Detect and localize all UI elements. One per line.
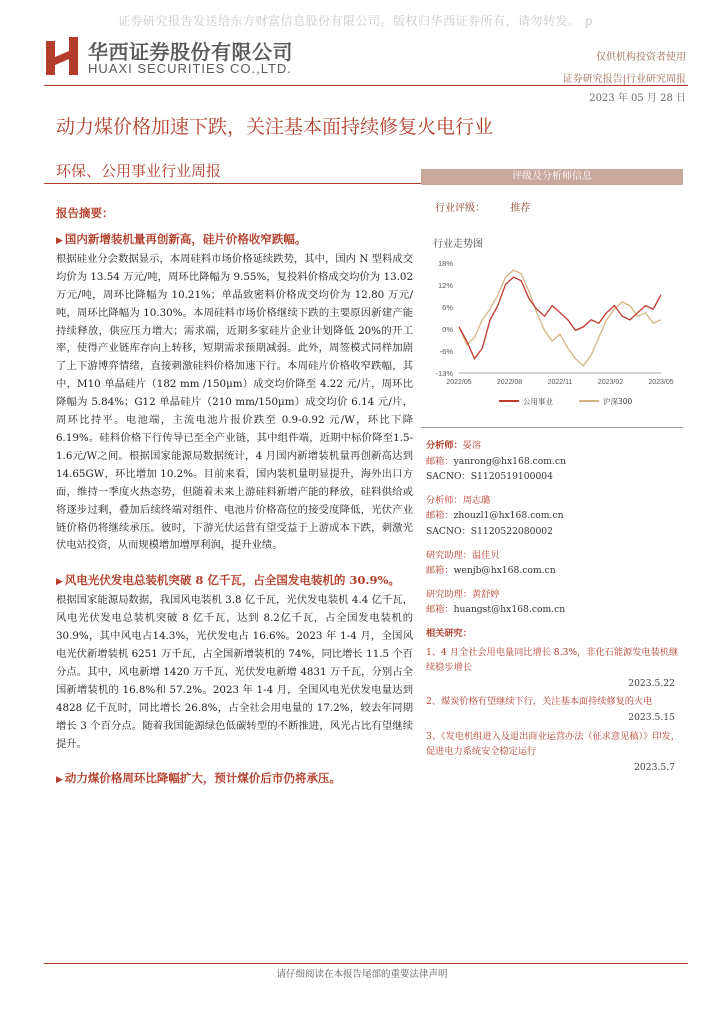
abstract-label: 报告摘要： [56, 206, 114, 220]
subtitle-divider [44, 183, 424, 184]
report-date: 2023 年 05 月 28 日 [589, 93, 686, 104]
y-tick-label: 6% [442, 303, 453, 312]
section-body: 根据硅业分会数据显示，本周硅料市场价格延续跌势，其中，国内 N 型料成交均价为 13.54 万元/吨，周环比降幅为 9.55%，复投料价格成交均价为 13.02 万元/吨，周环比降幅为 10.21%；单晶致密料价格成交均价为 12.80 万元/吨，周环比降幅为 10.30%。本周硅料市场价格继续下跌的主要原因新建产能持续释放，供应压力增大；需求端，近期多家硅片企业计划降低 20%的开工率，使得产业链库存向上转移，短期需求预期减弱。此外，周签模式同样加剧了上下游博弈情绪，直接刺激硅料价格加速下行。本周硅片价格收窄跌幅，其中，M10 单晶硅片（182 mm /150μm）成交均价降至 4.22 元/片，周环比降幅为 5.84%；G12 单晶硅片（210 mm/150μm）成交均价 6.14 元/片，周环比持平。电池端，主流电池片报价跌至 0.9-0.92 元/W，环比下降 6.19%。硅料价格下行传导已至全产业链，其中组件端，近期中标价降至1.5-1.6元/W之间。根据国家能源局数据统计，4 月国内新增装机量再创新高达到 14.65GW，环比增加 10.2%。目前来看，国内装机量明显提升，海外出口方面，维持一季度火热态势，但随着未来上游硅料新增产能的释放，硅料供给或将逐步过剩，叠加后续终端对组件、电池片价格高位的接受度降低，光伏产业链价格仍将继续承压。彼时，下游光伏运营有望受益于上游成本下跌，刺激光伏电站投资，从而规模增加增厚利润，提升业绩。 [56, 252, 413, 552]
related-date: 2023.5.22 [628, 677, 675, 689]
assistant-entry: 研究助理：黄舒婷 邮箱：huangst@hx168.com.cn [426, 588, 566, 616]
series-line-csi300 [459, 270, 661, 366]
analyst-email[interactable]: yanrong@hx168.com.cn [453, 455, 566, 467]
company-name-en: HUAXI SECURITIES CO.,LTD. [88, 61, 292, 76]
section-body: 根据国家能源局数据，我国风电装机 3.8 亿千瓦，光伏发电装机 4.4 亿千瓦，风电光伏发电总装机突破 8 亿千瓦，达到 8.2亿千瓦，占全国发电装机的30.9%，其中风电占14.3%，光伏发电占 16.6%。2023 年 1-4 月，全国风电光伏新增装机 6251 万千瓦，占全国新增装机的 74%，同比增长 11.5 个百分点。其中，风电新增 1420 万千瓦、光伏发电新增 4831 万千瓦，分别占全国新增装机的 16.8%和 57.2%。2023 年 1-4 月，全国风电光伏发电量达到 4828 亿千瓦时，同比增长 26.8%，占全社会用电量的 17.2%，较去年同期增长 3 个百分点。随着我国能源绿色低碳转型的不断推进，风光占比有望继续提升。 [56, 594, 413, 750]
y-tick-label: -13% [435, 369, 453, 378]
related-date: 2023.5.7 [634, 761, 675, 773]
assistant-name: 黄舒婷 [471, 588, 500, 600]
audience-note: 仅供机构投资者使用 [596, 52, 686, 63]
related-research [426, 626, 683, 775]
section-heading: ▶ 动力煤价格周环比降幅扩大，预计煤价后市仍将承压。 [56, 771, 341, 786]
section-heading: ▶ 风电光伏发电总装机突破 8 亿千瓦，占全国发电装机的 30.9%。 [56, 573, 400, 588]
triangle-bullet-icon: ▶ [56, 235, 63, 246]
x-tick-label: 2022/08 [496, 379, 523, 386]
analyst-sac: S1120522080002 [470, 525, 554, 537]
analyst-name: 晏溶 [462, 440, 482, 451]
industry-rating [435, 199, 683, 213]
legend-label: 公用事业 [523, 397, 553, 406]
watermark: 证券研究报告发送给东方财富信息股份有限公司。版权归华西证券所有，请勿转发。 p [118, 14, 593, 28]
rating-value: 推荐 [510, 203, 531, 214]
analyst-entry: 分析师：晏溶 邮箱：yanrong@hx168.com.cn SACNO：S1120519100004 [426, 440, 566, 483]
related-item[interactable]: 3、《发电机组进入及退出商业运营办法（征求意见稿）》印发，促进电力系统安全稳定运行 2023.5.7 [426, 729, 683, 776]
x-tick-label: 2022/05 [446, 379, 472, 386]
rating-label: 行业评级： [435, 203, 485, 214]
assistant-email[interactable]: wenjb@hx168.com.cn [453, 565, 556, 577]
triangle-bullet-icon: ▶ [56, 577, 63, 588]
x-tick-label: 2023/05 [648, 379, 674, 386]
analyst-name: 周志璐 [462, 494, 491, 506]
related-title: 相关研究： [426, 627, 472, 639]
footer-divider [44, 963, 688, 964]
section-heading: ▶ 国内新增装机量再创新高，硅片价格收窄跌幅。 [56, 231, 307, 246]
legend-label: 沪深300 [603, 397, 633, 406]
analyst-entry: 分析师：周志璐 邮箱：zhouzl1@hx168.com.cn SACNO：S1120522080002 [426, 494, 564, 537]
x-tick-label: 2022/11 [547, 379, 573, 386]
trend-chart-title: 行业走势图 [433, 239, 483, 250]
sidebar [421, 169, 683, 775]
company-logo-icon [46, 37, 78, 75]
y-tick-label: 12% [437, 281, 453, 290]
company-name-cn: 华西证券股份有限公司 [88, 40, 293, 64]
header-divider [44, 85, 688, 86]
report-type: 证券研究报告|行业研究周报 [562, 74, 686, 85]
assistant-name: 温佳贝 [471, 549, 500, 561]
report-title: 动力煤价格加速下跌，关注基本面持续修复火电行业 [56, 116, 494, 138]
y-tick-label: -6% [439, 347, 453, 356]
related-date: 2023.5.15 [628, 711, 675, 723]
assistant-entry: 研究助理：温佳贝 邮箱：wenjb@hx168.com.cn [426, 549, 556, 577]
analyst-sac: S1120519100004 [470, 471, 554, 483]
main-column [56, 205, 413, 790]
triangle-bullet-icon: ▶ [56, 775, 63, 786]
series-line-utilities [459, 277, 661, 359]
y-tick-label: 18% [437, 259, 453, 268]
analyst-list [426, 438, 683, 618]
related-item[interactable]: 2、煤炭价格有望继续下行，关注基本面持续修复的火电 2023.5.15 [426, 694, 683, 725]
trend-chart [421, 255, 683, 415]
sidebar-divider [421, 427, 683, 428]
assistant-email[interactable]: huangst@hx168.com.cn [453, 604, 566, 616]
report-subtitle: 环保、公用事业行业周报 [56, 162, 222, 180]
analyst-email[interactable]: zhouzl1@hx168.com.cn [453, 510, 564, 522]
sidebar-band: 评级及分析师信息 [421, 169, 683, 185]
x-tick-label: 2023/02 [597, 379, 624, 386]
related-item[interactable]: 1、4 月全社会用电量同比增长 8.3%，非化石能源发电装机继续稳步增长 2023.5.22 [426, 645, 683, 692]
y-tick-label: 0% [442, 325, 453, 334]
legal-notice: 请仔细阅读在本报告尾部的重要法律声明 [276, 969, 448, 980]
